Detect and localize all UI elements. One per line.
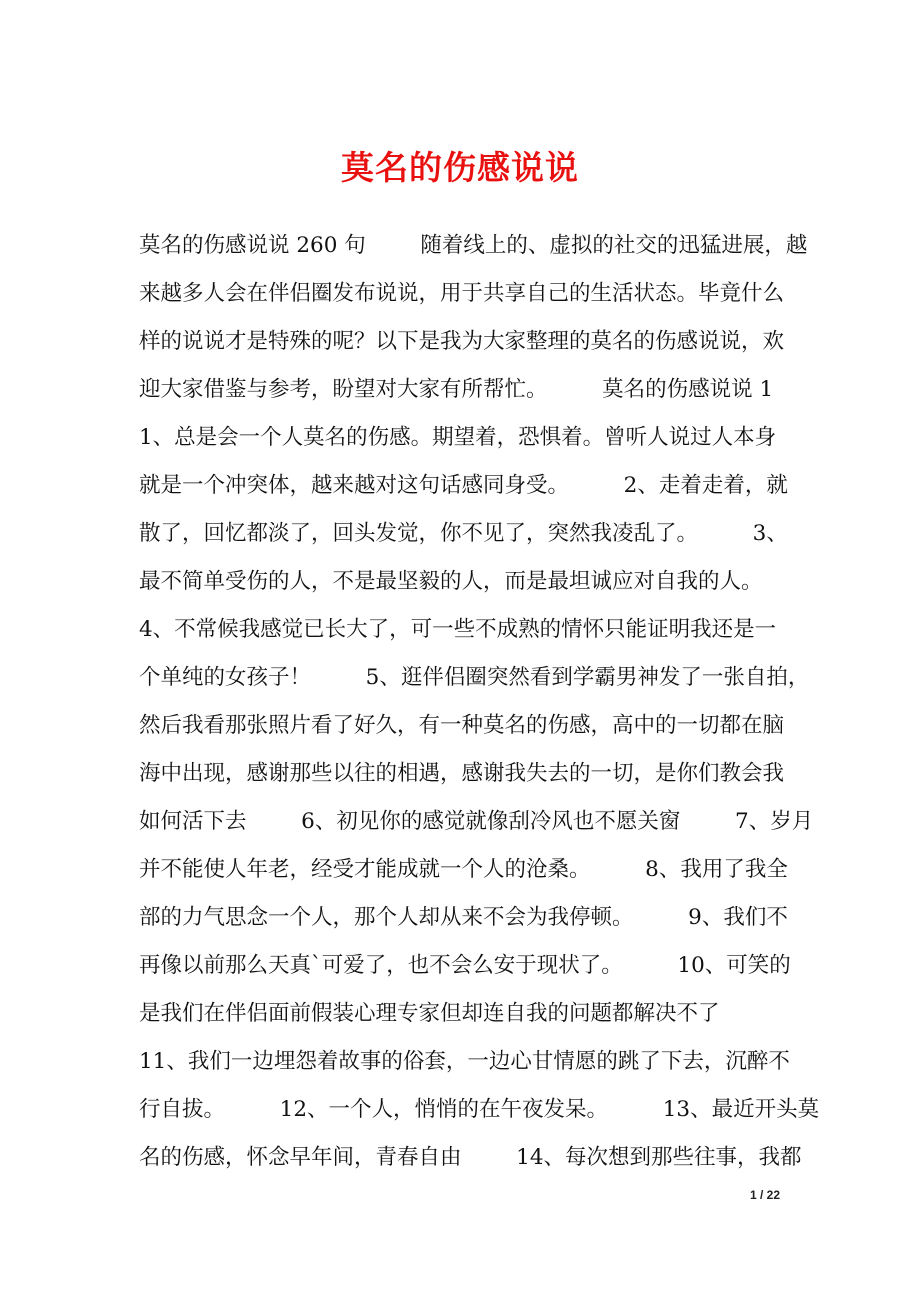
- body-line: 然后我看那张照片看了好久，有一种莫名的伤感，高中的一切都在脑: [139, 713, 785, 738]
- body-line: 个单纯的女孩子！ 5、逛伴侣圈突然看到学霸男神发了一张自拍，: [139, 665, 810, 690]
- body-line: 11、我们一边埋怨着故事的俗套，一边心甘情愿的跳了下去，沉醉不: [139, 1049, 790, 1074]
- body-line: 海中出现，感谢那些以往的相遇，感谢我失去的一切，是你们教会我: [139, 761, 785, 786]
- body-line: 部的力气思念一个人，那个人却从来不会为我停顿。 9、我们不: [139, 905, 788, 930]
- body-line: 如何活下去 6、初见你的感觉就像刮冷风也不愿关窗 7、岁月: [139, 809, 814, 834]
- page-number: 1 / 22: [749, 1188, 780, 1202]
- body-line: 并不能使人年老，经受才能成就一个人的沧桑。 8、我用了我全: [139, 857, 788, 882]
- body-line: 散了，回忆都淡了，回头发觉，你不见了，突然我凌乱了。 3、: [139, 521, 788, 546]
- body-line: 最不简单受伤的人，不是最坚毅的人，而是最坦诚应对自我的人。: [139, 569, 763, 594]
- document-title: 莫名的伤感说说: [341, 148, 579, 187]
- body-line: 4、不常候我感觉已长大了，可一些不成熟的情怀只能证明我还是一: [139, 617, 777, 642]
- body-line: 样的说说才是特殊的呢？以下是我为大家整理的莫名的伤感说说，欢: [139, 329, 785, 354]
- body-line: 是我们在伴侣面前假装心理专家但却连自我的问题都解决不了: [139, 1001, 720, 1026]
- body-line: 就是一个冲突体，越来越对这句话感同身受。 2、走着走着，就: [139, 473, 788, 498]
- body-line: 来越多人会在伴侣圈发布说说，用于共享自己的生活状态。毕竟什么: [139, 281, 785, 306]
- body-line: 再像以前那么天真`可爱了，也不会么安于现状了。 10、可笑的: [139, 953, 791, 978]
- body-line: 1、总是会一个人莫名的伤感。期望着，恐惧着。曾听人说过人本身: [139, 425, 777, 450]
- body-line: 莫名的伤感说说 260 句 随着线上的、虚拟的社交的迅猛进展，越: [139, 233, 808, 258]
- body-line: 名的伤感，怀念早年间，青春自由 14、每次想到那些往事，我都: [139, 1145, 802, 1170]
- body-line: 迎大家借鉴与参考，盼望对大家有所帮忙。 莫名的伤感说说 1: [139, 377, 774, 402]
- body-line: 行自拔。 12、一个人，悄悄的在午夜发呆。 13、最近开头莫: [139, 1097, 820, 1122]
